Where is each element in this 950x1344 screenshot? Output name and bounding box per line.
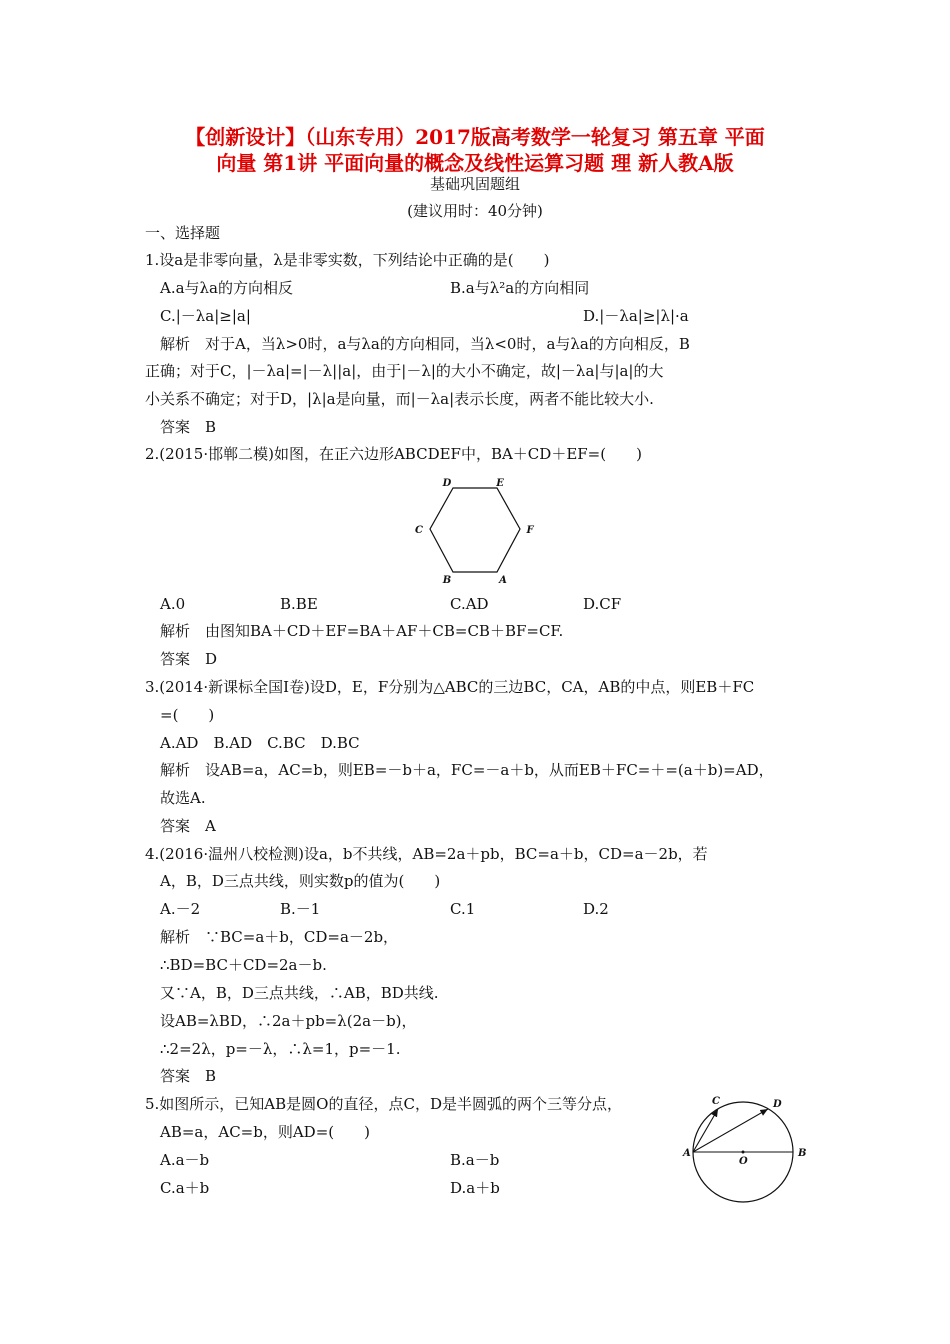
hexagon-label-f: F xyxy=(526,525,534,536)
hexagon-figure xyxy=(405,476,545,586)
q4-analysis-line-5: ∴2=2λ，p=－λ，∴λ=1，p=－1. xyxy=(160,1040,401,1058)
q1-option-a: A.a与λa的方向相反 xyxy=(160,279,293,297)
q1-analysis-line-2: 正确；对于C，|－λa|=|－λ||a|，由于|－λ|的大小不确定，故|－λa|与|a|的大 xyxy=(145,362,664,380)
hexagon-label-a: A xyxy=(499,575,507,586)
q1-stem: 1.设a是非零向量，λ是非零实数，下列结论中正确的是( ) xyxy=(145,251,550,269)
circle-label-o: O xyxy=(739,1156,748,1167)
q2-option-a: A.0 xyxy=(160,595,186,613)
time-note: (建议用时：40分钟) xyxy=(407,202,543,220)
q4-analysis-line-3: 又∵A，B，D三点共线，∴AB，BD共线. xyxy=(160,984,439,1002)
document-title-line-1: 【创新设计】（山东专用）2017版高考数学一轮复习 第五章 平面 xyxy=(185,125,765,149)
q1-option-d: D.|－λa|≥|λ|·a xyxy=(583,307,689,325)
q4-option-c: C.1 xyxy=(450,900,476,918)
q5-option-a: A.a－b xyxy=(160,1151,210,1169)
q2-answer: 答案 D xyxy=(160,650,218,668)
q3-answer: 答案 A xyxy=(160,817,216,835)
vector-ac xyxy=(693,1109,718,1152)
q4-analysis-line-1: 解析 ∵BC=a＋b，CD=a－2b， xyxy=(160,928,399,946)
circle-label-c: C xyxy=(712,1096,720,1107)
q4-option-a: A.－2 xyxy=(160,900,201,918)
circle-label-b: B xyxy=(798,1148,807,1159)
q4-stem-line-1: 4.(2016·温州八校检测)设a，b不共线，AB=2a＋pb，BC=a＋b，CD=a－2b，若 xyxy=(145,845,708,863)
q2-option-b: B.BE xyxy=(280,595,318,613)
q2-option-c: C.AD xyxy=(450,595,489,613)
hexagon-label-d: D xyxy=(442,478,452,489)
q5-option-c: C.a＋b xyxy=(160,1179,210,1197)
q5-stem-line-1: 5.如图所示，已知AB是圆O的直径，点C，D是半圆弧的两个三等分点， xyxy=(145,1095,622,1113)
q2-stem: 2.(2015·邯郸二模)如图，在正六边形ABCDEF中，BA＋CD＋EF=( ) xyxy=(145,445,642,463)
section-subtitle: 基础巩固题组 xyxy=(429,175,520,193)
q4-answer: 答案 B xyxy=(160,1067,217,1085)
q3-analysis-line-2: 故选A. xyxy=(160,789,206,807)
q3-analysis-line-1: 解析 设AB=a，AC=b，则EB=－b＋a，FC=－a＋b，从而EB＋FC=＋=(a＋b)=AD， xyxy=(160,761,774,779)
q5-stem-line-2: AB=a，AC=b，则AD=( ) xyxy=(160,1123,370,1141)
q1-option-b: B.a与λ²a的方向相同 xyxy=(450,279,590,297)
q4-option-b: B.－1 xyxy=(280,900,321,918)
q5-option-b: B.a－b xyxy=(450,1151,500,1169)
hexagon-label-e: E xyxy=(496,478,504,489)
q3-stem-line-2: =( ) xyxy=(160,706,215,724)
circle-label-a: A xyxy=(683,1148,691,1159)
q3-options: A.AD B.AD C.BC D.BC xyxy=(160,734,360,752)
document-title-line-2: 向量 第1讲 平面向量的概念及线性运算习题 理 新人教A版 xyxy=(216,151,734,175)
q2-option-d: D.CF xyxy=(583,595,622,613)
q1-option-c: C.|－λa|≥|a| xyxy=(160,307,251,325)
q3-stem-line-1: 3.(2014·新课标全国Ⅰ卷)设D，E，F分别为△ABC的三边BC，CA，AB的中点，则EB＋FC xyxy=(145,678,755,696)
circle-figure xyxy=(680,1088,815,1208)
q4-analysis-line-2: ∴BD=BC＋CD=2a－b. xyxy=(160,956,327,974)
q4-stem-line-2: A，B，D三点共线，则实数p的值为( ) xyxy=(160,872,441,890)
q2-analysis: 解析 由图知BA＋CD＋EF=BA＋AF＋CB=CB＋BF=CF. xyxy=(160,622,564,640)
hexagon-label-b: B xyxy=(442,575,452,586)
q1-analysis-line-1: 解析 对于A，当λ>0时，a与λa的方向相同，当λ<0时，a与λa的方向相反，B xyxy=(160,335,690,353)
vector-ad xyxy=(693,1109,768,1152)
q1-analysis-line-3: 小关系不确定；对于D，|λ|a是向量，而|－λa|表示长度，两者不能比较大小. xyxy=(145,390,654,408)
q4-option-d: D.2 xyxy=(583,900,609,918)
section-heading-choice: 一、选择题 xyxy=(145,224,221,242)
hexagon-label-c: C xyxy=(415,525,423,536)
center-point xyxy=(742,1151,745,1154)
hexagon-shape xyxy=(430,488,520,572)
q1-answer: 答案 B xyxy=(160,418,217,436)
circle-label-d: D xyxy=(773,1099,782,1110)
q5-option-d: D.a＋b xyxy=(450,1179,500,1197)
q4-analysis-line-4: 设AB=λBD，∴2a＋pb=λ(2a－b)， xyxy=(160,1012,417,1030)
